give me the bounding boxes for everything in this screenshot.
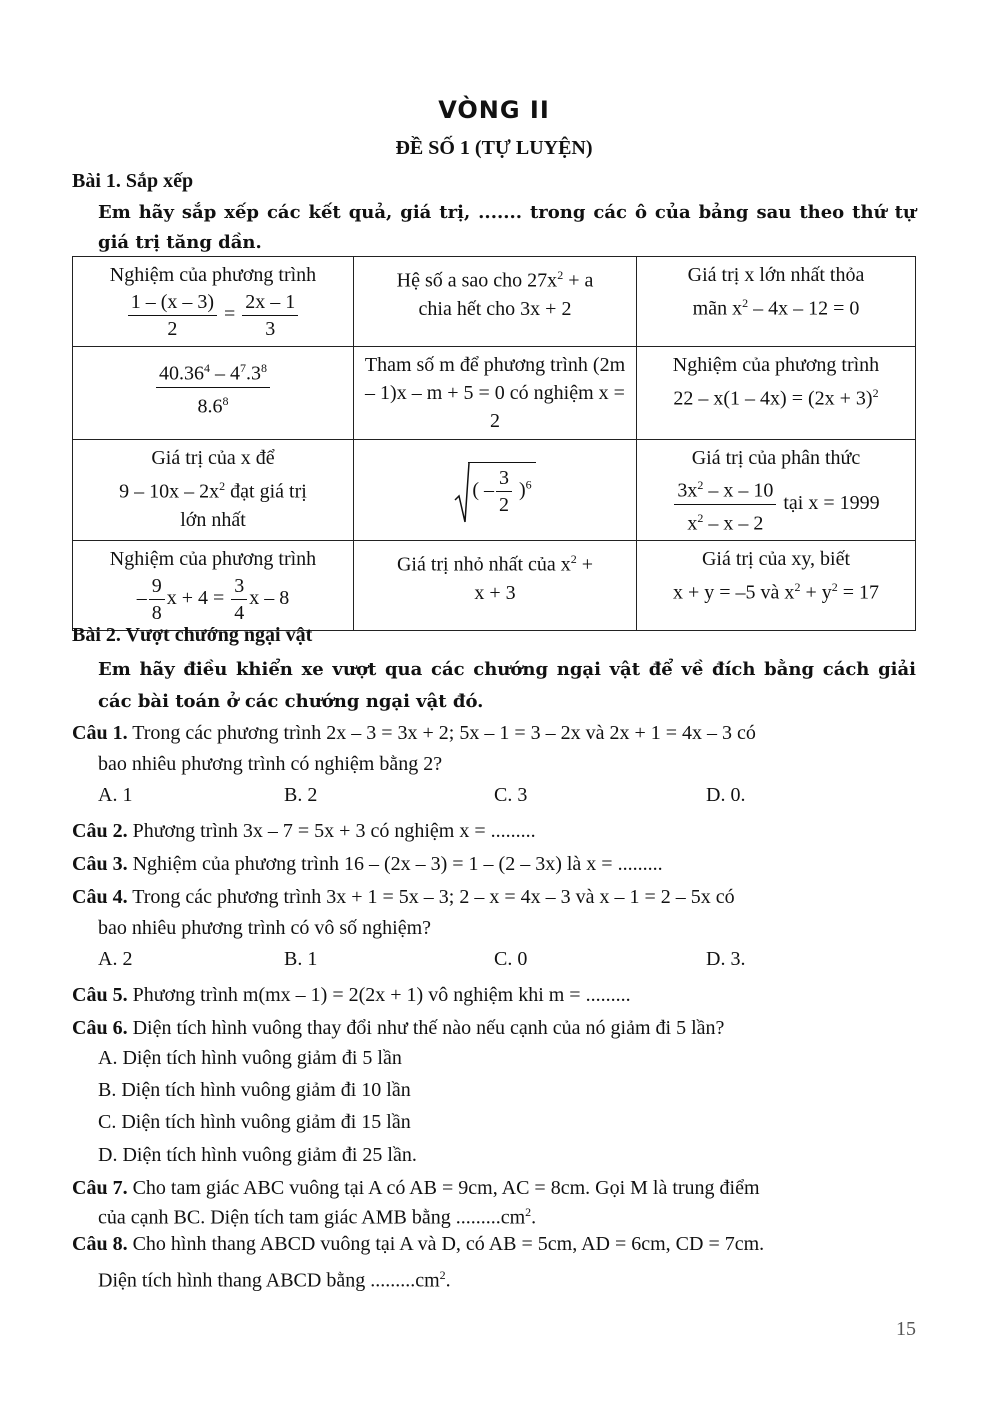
fraction: $\frac{9}{8}$ [149, 573, 165, 626]
question-6-option-d: D. Diện tích hình vuông giảm đi 25 lần. [98, 1144, 417, 1166]
cell-r2c1 [73, 347, 354, 440]
option-b: B. 2 [284, 784, 318, 806]
bai1-instruction-text: Em hãy sắp xếp các kết quả, giá trị, ....... trong các ô của bảng sau theo thứ tự giá trị tăng dần. [98, 202, 916, 253]
cell-r1c2: Hệ số a sao cho $27x^2 + a$ chia hết cho 3x + 2 [354, 257, 637, 347]
cell-r3c2 [354, 440, 637, 541]
question-8: Câu 8. Cho hình thang ABCD vuông tại A và D, có AB = 5cm, AD = 6cm, CD = 7cm. Diện tích hình thang ABCD bằng $.........cm^2$. [72, 1233, 765, 1292]
question-4-options [98, 948, 916, 978]
page-subtitle: ĐỀ SỐ 1 (TỰ LUYỆN) [395, 137, 593, 159]
cell-r1c3: Giá trị x lớn nhất thỏa mãn $x^2 - 4x - 12 = 0$ [637, 257, 916, 347]
option-c: C. 0 [494, 948, 528, 970]
fraction: $\frac{40.36^4 - 4^7.3^8}{8.6^8}$ [156, 355, 270, 419]
fraction: $\frac{3x^2 - x - 10}{x^2 - x - 2}$ [674, 472, 776, 536]
question-4: Câu 4. Trong các phương trình 3x + 1 = 5x – 3; 2 – x = 4x – 3 và x – 1 = 2 – 5x có bao nhiêu phương trình có vô số nghiệm? [72, 886, 735, 939]
cell-r4c1: Nghiệm của phương trình – $\frac{9}{8}$ x + 4 = $\frac{3}{4}$ x – 8 [73, 541, 354, 631]
bai1-instruction [98, 198, 916, 258]
cell-r3c1: Giá trị của x để $9 - 10x - 2x^2$ đạt giá trị lớn nhất [73, 440, 354, 541]
cell-r4c3: Giá trị của xy, biết x + y = –5 và $x^2 + y^2 = 17$ [637, 541, 916, 631]
option-a: A. 2 [98, 948, 133, 970]
cell-r2c3: Nghiệm của phương trình $22 - x(1 - 4x) = (2x + 3)^2$ [637, 347, 916, 440]
fraction: $\frac{3}{4}$ [231, 573, 247, 626]
question-6: Câu 6. Diện tích hình vuông thay đổi như thế nào nếu cạnh của nó giảm đi 5 lần? [72, 1017, 725, 1039]
radical-sign-icon [454, 462, 470, 524]
fraction: $\frac{3}{2}$ [496, 465, 512, 518]
bai2-instruction-text: Em hãy điều khiển xe vượt qua các chướng ngại vật để về đích bằng cách giải các bài toán ở các chướng ngại vật đó. [98, 659, 916, 712]
cell-r4c2: Giá trị nhỏ nhất của $x^2$ + x + 3 [354, 541, 637, 631]
question-1: Câu 1. Trong các phương trình 2x – 3 = 3x + 2; 5x – 1 = 3 – 2x và 2x + 1 = 4x – 3 có bao nhiêu phương trình có nghiệm bằng 2? [72, 722, 756, 775]
page-title: VÒNG II [438, 96, 550, 124]
page-number: 15 [896, 1318, 916, 1340]
bai2-instruction [98, 654, 916, 718]
option-d: D. 3. [706, 948, 746, 970]
bai1-heading: Bài 1. Sắp xếp [72, 170, 194, 192]
question-2: Câu 2. Phương trình 3x – 7 = 5x + 3 có nghiệm x = ......... [72, 820, 536, 842]
cell-r2c2: Tham số m để phương trình (2m – 1)x – m + 5 = 0 có nghiệm x = 2 [354, 347, 637, 440]
question-1-options [98, 784, 916, 814]
question-5: Câu 5. Phương trình m(mx – 1) = 2(2x + 1) vô nghiệm khi m = ......... [72, 984, 631, 1006]
option-d: D. 0. [706, 784, 746, 806]
option-b: B. 1 [284, 948, 318, 970]
question-6-option-b: B. Diện tích hình vuông giảm đi 10 lần [98, 1079, 411, 1101]
bai2-heading: Bài 2. Vượt chướng ngại vật [72, 624, 313, 646]
question-3: Câu 3. Nghiệm của phương trình 16 – (2x – 3) = 1 – (2 – 3x) là x = ......... [72, 853, 663, 875]
fraction: $\frac{1 - (x - 3)}{2}$ [128, 289, 217, 342]
cell-r3c3: Giá trị của phân thức $\frac{3x^2 - x - 10}{x^2 - x - 2}$ tại x = 1999 [637, 440, 916, 541]
option-a: A. 1 [98, 784, 133, 806]
fraction: $\frac{2x - 1}{3}$ [242, 289, 298, 342]
question-6-option-c: C. Diện tích hình vuông giảm đi 15 lần [98, 1111, 411, 1133]
question-7: Câu 7. Cho tam giác ABC vuông tại A có AB = 9cm, AC = 8cm. Gọi M là trung điểm của cạnh BC. Diện tích tam giác AMB bằng $.........cm^2$. [72, 1177, 760, 1229]
sorting-table [72, 256, 916, 631]
option-c: C. 3 [494, 784, 528, 806]
cell-r1c1: Nghiệm của phương trình $\frac{1 - (x - 3)}{2}$ = $\frac{2x - 1}{3}$ [73, 257, 354, 347]
question-6-option-a: A. Diện tích hình vuông giảm đi 5 lần [98, 1047, 402, 1069]
square-root: ( – $\frac{3}{2}$ )$^6$ [454, 462, 535, 518]
